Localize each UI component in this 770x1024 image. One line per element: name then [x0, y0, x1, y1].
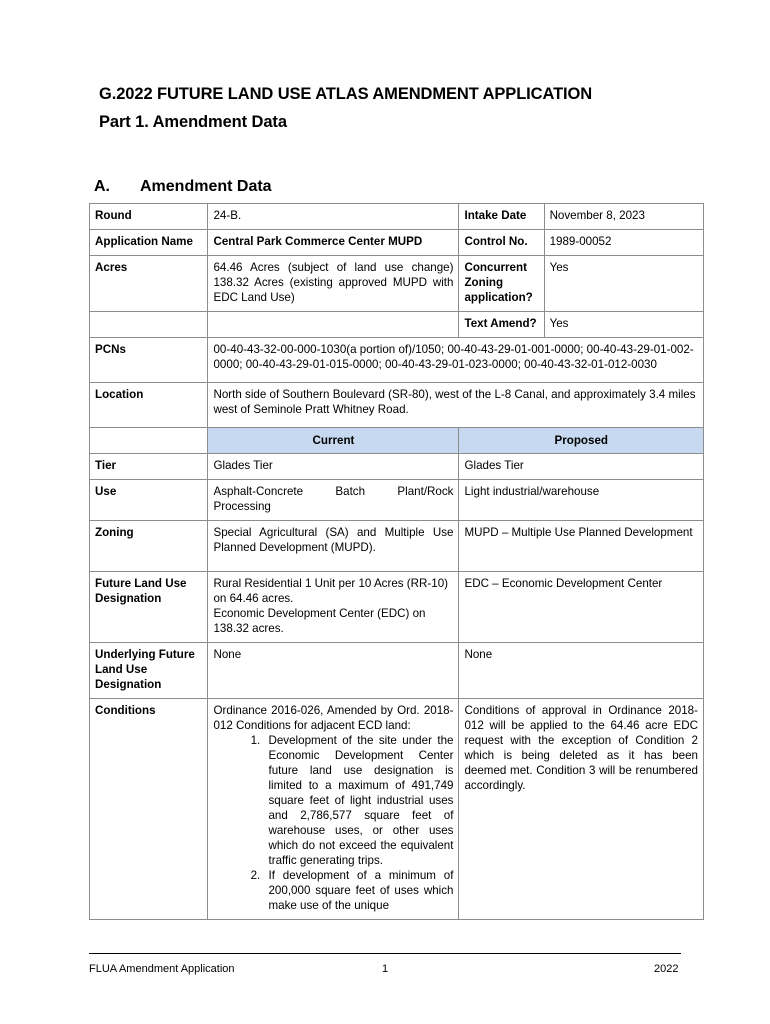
table-row — [90, 521, 704, 572]
zoning-proposed: MUPD – Multiple Use Planned Development — [459, 521, 704, 572]
current-header: Current — [208, 428, 459, 454]
text-amend-label: Text Amend? — [459, 312, 544, 338]
use-current: Asphalt-Concrete Batch Plant/Rock Processing — [208, 480, 459, 521]
empty-cell — [208, 312, 459, 338]
application-name-value: Central Park Commerce Center MUPD — [208, 230, 459, 256]
tier-current: Glades Tier — [208, 454, 459, 480]
zoning-current: Special Agricultural (SA) and Multiple Use Planned Development (MUPD). — [208, 521, 459, 572]
condition-item-1: 1. Development of the site under the Economic Development Center future land use designation is limited to a maximum of 491,749 square feet of light industrial uses and 2,786,577 square feet of warehouse uses, or other uses which do not exceed the equivalent traffic generating trips. — [263, 733, 453, 868]
proposed-header: Proposed — [459, 428, 704, 454]
use-proposed: Light industrial/warehouse — [459, 480, 704, 521]
part-heading: Part 1. Amendment Data — [99, 113, 287, 131]
table-row — [90, 643, 704, 699]
footer-year: 2022 — [654, 963, 679, 975]
table-row — [90, 256, 704, 312]
table-row — [90, 480, 704, 521]
pcns-value: 00-40-43-32-00-000-1030(a portion of)/1050; 00-40-43-29-01-001-0000; 00-40-43-29-01-002-0000; 00-40-43-29-01-015-0000; 00-40-43-29-01-023-0000; 00-40-43-32-01-012-0030 — [208, 338, 704, 383]
underlying-flu-current: None — [208, 643, 459, 699]
future-land-use-label: Future Land Use Designation — [90, 572, 208, 643]
acres-label: Acres — [90, 256, 208, 312]
table-row — [90, 312, 704, 338]
zoning-label: Zoning — [90, 521, 208, 572]
table-row — [90, 454, 704, 480]
empty-cell — [90, 312, 208, 338]
page-number: 1 — [382, 963, 389, 975]
conditions-intro: Ordinance 2016-026, Amended by Ord. 2018-012 Conditions for adjacent ECD land: — [213, 704, 454, 732]
conditions-current — [208, 699, 459, 920]
table-row — [90, 338, 704, 383]
use-label: Use — [90, 480, 208, 521]
flu-current-line-2: Economic Development Center (EDC) on 138.32 acres. — [213, 607, 426, 635]
location-value: North side of Southern Boulevard (SR-80), west of the L-8 Canal, and approximately 3.4 miles west of Seminole Pratt Whitney Road. — [208, 383, 704, 428]
conditions-proposed: Conditions of approval in Ordinance 2018-012 will be applied to the 64.46 acre EDC request with the exception of Condition 2 which is being deleted as it has been deemed met. Condition 3 will be renumbered accordingly. — [459, 699, 704, 920]
application-name-label: Application Name — [90, 230, 208, 256]
table-row — [90, 428, 704, 454]
table-row — [90, 383, 704, 428]
concurrent-zoning-value: Yes — [544, 256, 703, 312]
footer-title: FLUA Amendment Application — [89, 963, 235, 975]
section-title: Amendment Data — [140, 178, 272, 195]
round-label: Round — [90, 204, 208, 230]
underlying-flu-proposed: None — [459, 643, 704, 699]
intake-date-label: Intake Date — [459, 204, 544, 230]
tier-label: Tier — [90, 454, 208, 480]
empty-cell — [90, 428, 208, 454]
future-land-use-current — [208, 572, 459, 643]
tier-proposed: Glades Tier — [459, 454, 704, 480]
document-title: G.2022 FUTURE LAND USE ATLAS AMENDMENT APPLICATION — [99, 85, 593, 103]
intake-date-value: November 8, 2023 — [544, 204, 703, 230]
footer-divider — [89, 953, 681, 954]
conditions-label: Conditions — [90, 699, 208, 920]
control-no-value: 1989-00052 — [544, 230, 703, 256]
underlying-flu-label: Underlying Future Land Use Designation — [90, 643, 208, 699]
section-letter: A. — [94, 178, 110, 195]
text-amend-value: Yes — [544, 312, 703, 338]
round-value: 24-B. — [208, 204, 459, 230]
future-land-use-proposed: EDC – Economic Development Center — [459, 572, 704, 643]
table-row — [90, 699, 704, 920]
amendment-data-table — [89, 203, 704, 920]
section-heading — [94, 178, 272, 196]
condition-item-2: 2. If development of a minimum of 200,000 square feet of uses which make use of the unique — [263, 868, 453, 913]
concurrent-zoning-label: Concurrent Zoning application? — [459, 256, 544, 312]
table-row — [90, 572, 704, 643]
table-row — [90, 204, 704, 230]
location-label: Location — [90, 383, 208, 428]
control-no-label: Control No. — [459, 230, 544, 256]
flu-current-line-1: Rural Residential 1 Unit per 10 Acres (RR-10) on 64.46 acres. — [213, 577, 449, 605]
pcns-label: PCNs — [90, 338, 208, 383]
acres-value: 64.46 Acres (subject of land use change) 138.32 Acres (existing approved MUPD with EDC Land Use) — [208, 256, 459, 312]
table-row — [90, 230, 704, 256]
conditions-list — [213, 733, 453, 913]
